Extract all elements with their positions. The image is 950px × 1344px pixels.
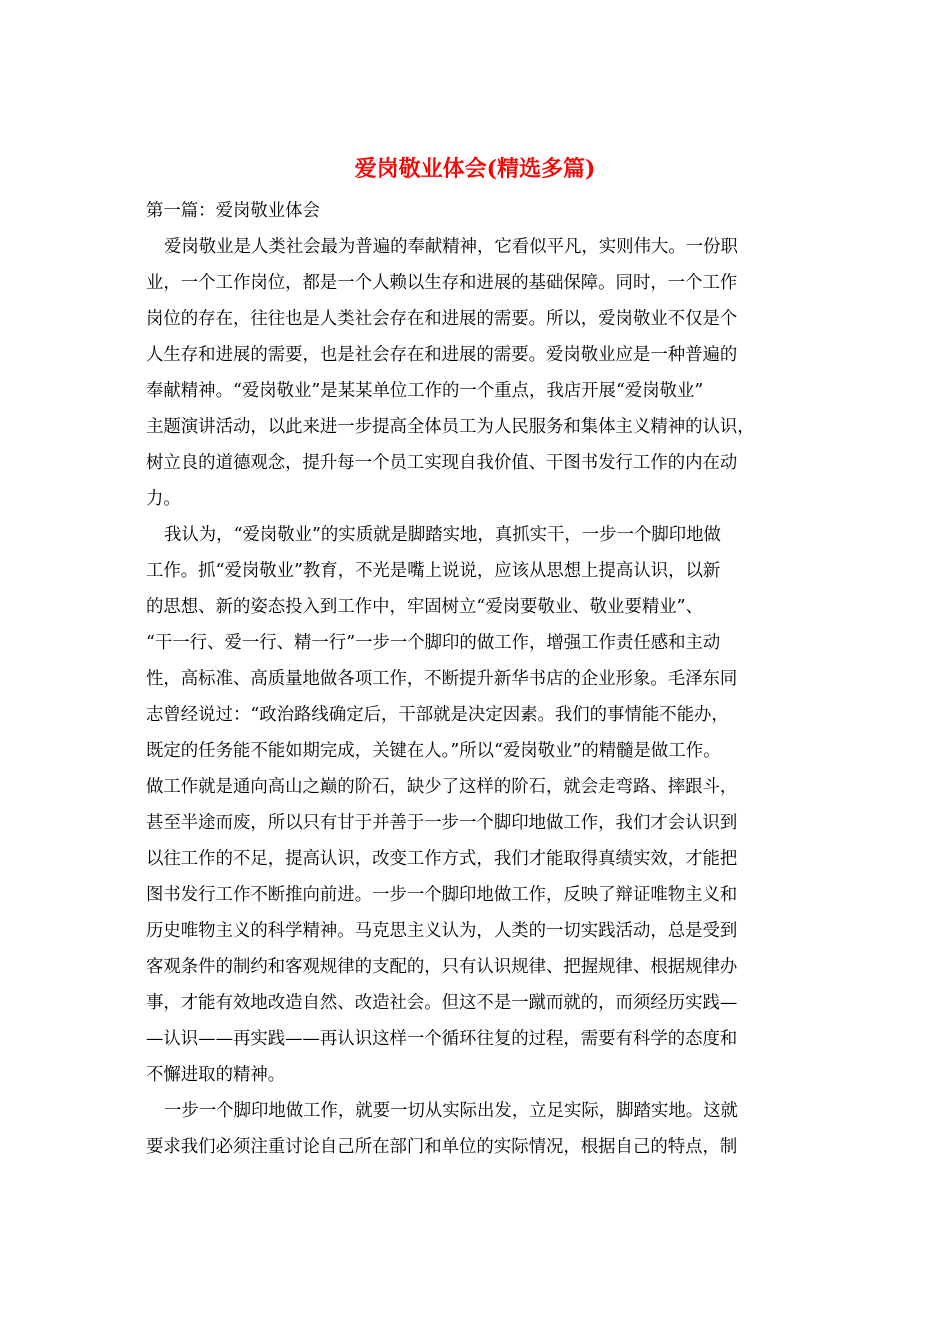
text-line: 工作。抓“爱岗敬业”教育，不光是嘴上说说，应该从思想上提高认识，以新 (146, 561, 721, 581)
section-heading: 第一篇：爱岗敬业体会 (146, 201, 320, 221)
text-line: 岗位的存在，往往也是人类社会存在和进展的需要。所以，爱岗敬业不仅是个 (146, 309, 738, 329)
text-line: 以往工作的不足，提高认识，改变工作方式，我们才能取得真绩实效，才能把 (146, 849, 738, 869)
document-title: 爱岗敬业体会(精选多篇) (354, 156, 596, 182)
text-line: 图书发行工作不断推向前进。一步一个脚印地做工作，反映了辩证唯物主义和 (146, 885, 738, 905)
text-line: 客观条件的制约和客观规律的支配的，只有认识规律、把握规律、根据规律办 (146, 957, 738, 977)
paragraph-list (146, 229, 806, 1165)
text-line: 我认为，“爱岗敬业”的实质就是脚踏实地，真抓实干，一步一个脚印地做 (164, 525, 721, 545)
text-line: 一步一个脚印地做工作，就要一切从实际出发，立足实际，脚踏实地。这就 (164, 1101, 738, 1121)
text-line: 性，高标准、高质量地做各项工作，不断提升新华书店的企业形象。毛泽东同 (146, 669, 738, 689)
text-line: “干一行、爱一行、精一行”一步一个脚印的做工作，增强工作责任感和主动 (146, 633, 721, 653)
text-line: 志曾经说过：“政治路线确定后，干部就是决定因素。我们的事情能不能办， (146, 705, 729, 725)
text-line: 既定的任务能不能如期完成，关键在人。”所以“爱岗敬业”的精髓是做工作。 (146, 741, 721, 761)
text-line: 事，才能有效地改造自然、改造社会。但这不是一蹴而就的，而须经历实践— (146, 993, 738, 1013)
text-line: 甚至半途而废，所以只有甘于并善于一步一个脚印地做工作，我们才会认识到 (146, 813, 738, 833)
text-line: 爱岗敬业是人类社会最为普遍的奉献精神，它看似平凡，实则伟大。一份职 (164, 237, 738, 257)
text-line: 做工作就是通向高山之巅的阶石，缺少了这样的阶石，就会走弯路、摔跟斗， (146, 777, 738, 797)
text-line: 奉献精神。“爱岗敬业”是某某单位工作的一个重点，我店开展“爱岗敬业” (146, 381, 704, 401)
paragraph (146, 229, 806, 517)
text-line: 要求我们必须注重讨论自己所在部门和单位的实际情况，根据自己的特点，制 (146, 1137, 738, 1157)
text-line: 力。 (146, 489, 181, 509)
paragraph (146, 1093, 806, 1165)
text-line: 业，一个工作岗位，都是一个人赖以生存和进展的基础保障。同时，一个工作 (146, 273, 738, 293)
text-line: 主题演讲活动，以此来进一步提高全体员工为人民服务和集体主义精神的认识， (146, 417, 755, 437)
text-line: 树立良的道德观念，提升每一个员工实现自我价值、干图书发行工作的内在动 (146, 453, 738, 473)
text-line: 历史唯物主义的科学精神。马克思主义认为，人类的一切实践活动，总是受到 (146, 921, 738, 941)
text-line: 的思想、新的姿态投入到工作中，牢固树立“爱岗要敬业、敬业要精业”、 (146, 597, 703, 617)
paragraph (146, 517, 806, 1093)
text-line: 人生存和进展的需要，也是社会存在和进展的需要。爱岗敬业应是一种普遍的 (146, 345, 738, 365)
text-line: 不懈进取的精神。 (146, 1065, 286, 1085)
text-line: —认识——再实践——再认识这样一个循环往复的过程，需要有科学的态度和 (146, 1029, 738, 1049)
document-body (146, 193, 806, 1165)
